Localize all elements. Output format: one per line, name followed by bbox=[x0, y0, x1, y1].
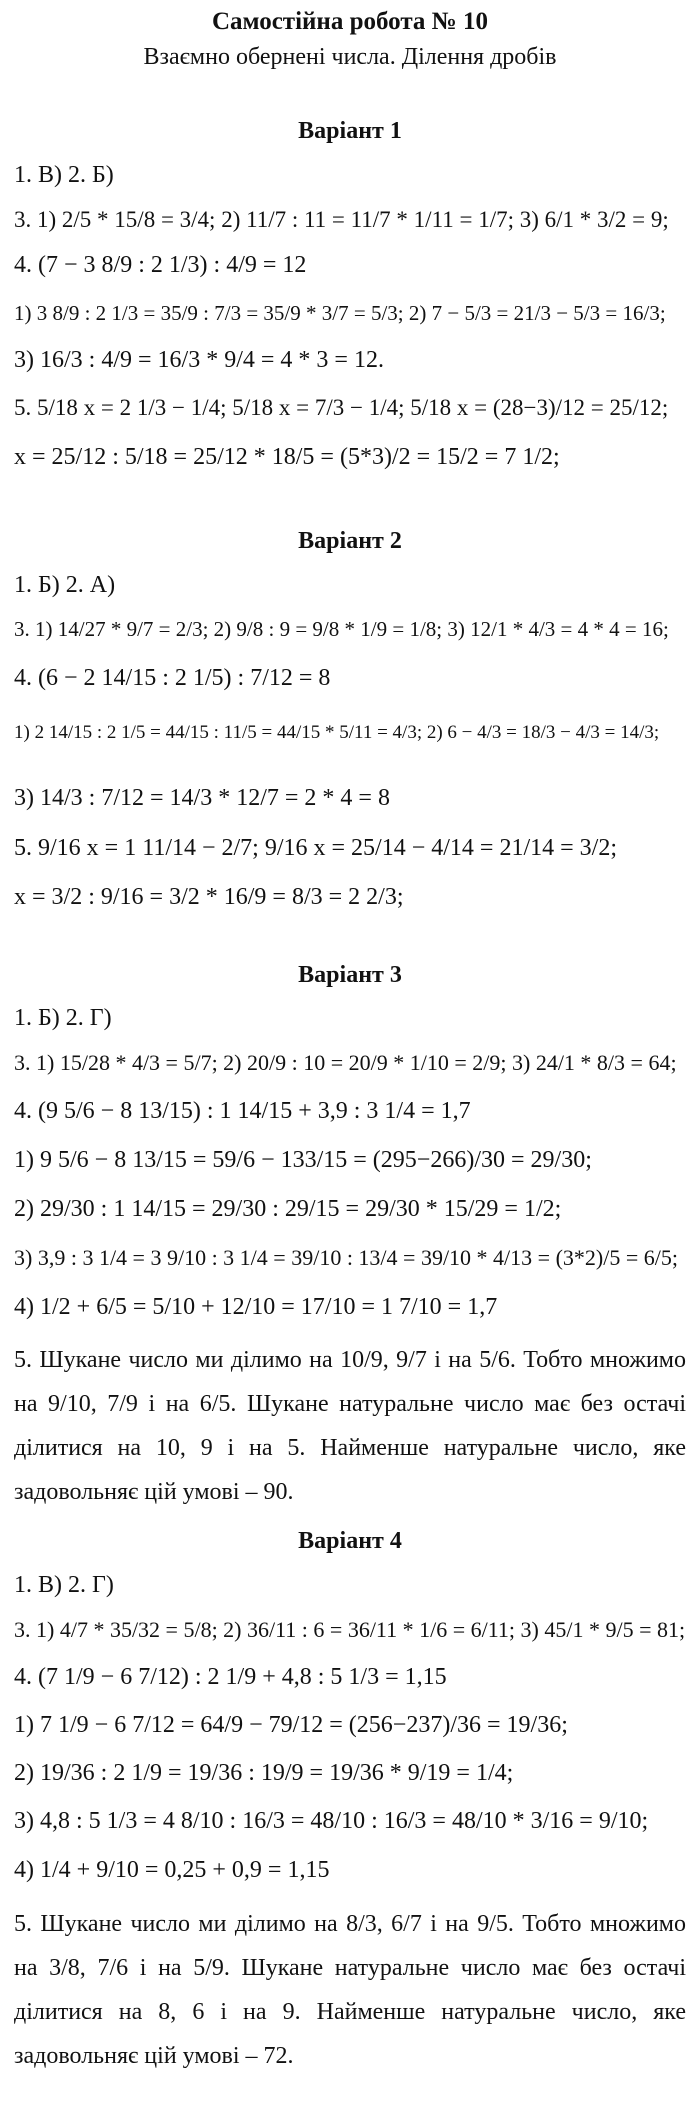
variant-1-title: Варіант 1 bbox=[298, 118, 402, 144]
variant-3-line: 1. Б) 2. Г) bbox=[14, 1005, 112, 1031]
variant-2-line: 3) 14/3 : 7/12 = 14/3 * 12/7 = 2 * 4 = 8 bbox=[14, 785, 390, 811]
variant-2-line: 4. (6 − 2 14/15 : 2 1/5) : 7/12 = 8 bbox=[14, 665, 331, 691]
variant-4-line: 1) 7 1/9 − 6 7/12 = 64/9 − 79/12 = (256−237)/36 = 19/36; bbox=[14, 1712, 568, 1738]
variant-2-line: 3. 1) 14/27 * 9/7 = 2/3; 2) 9/8 : 9 = 9/8 * 1/9 = 1/8; 3) 12/1 * 4/3 = 4 * 4 = 16; bbox=[14, 617, 669, 641]
variant-2-line: 1) 2 14/15 : 2 1/5 = 44/15 : 11/5 = 44/15 * 5/11 = 4/3; 2) 6 − 4/3 = 18/3 − 4/3 = 14/3; bbox=[14, 722, 660, 743]
variant-3-title: Варіант 3 bbox=[298, 962, 402, 988]
variant-4-task5: 5. Шукане число ми ділимо на 8/3, 6/7 і на 9/5. Тобто множимо на 3/8, 7/6 і на 5/9. Шукане натуральне число має без остачі ділитися на 8, 6 і на 9. Найменше натуральне число, яке задовольняє цій умові – 72. bbox=[14, 1911, 686, 2069]
variant-3-line: 2) 29/30 : 1 14/15 = 29/30 : 29/15 = 29/30 * 15/29 = 1/2; bbox=[14, 1196, 562, 1222]
variant-4-line: 4. (7 1/9 − 6 7/12) : 2 1/9 + 4,8 : 5 1/3 = 1,15 bbox=[14, 1664, 447, 1690]
variant-1-line: 3) 16/3 : 4/9 = 16/3 * 9/4 = 4 * 3 = 12. bbox=[14, 347, 384, 373]
variant-2-title: Варіант 2 bbox=[298, 528, 402, 554]
variant-3-line: 3) 3,9 : 3 1/4 = 3 9/10 : 3 1/4 = 39/10 : 13/4 = 39/10 * 4/13 = (3*2)/5 = 6/5; bbox=[14, 1245, 678, 1270]
page-title: Самостійна робота № 10 bbox=[211, 8, 489, 35]
page-subtitle: Взаємно обернені числа. Ділення дробів bbox=[143, 44, 557, 70]
variant-4-line: 2) 19/36 : 2 1/9 = 19/36 : 19/9 = 19/36 * 9/19 = 1/4; bbox=[14, 1760, 514, 1786]
variant-3-line: 1) 9 5/6 − 8 13/15 = 59/6 − 133/15 = (295−266)/30 = 29/30; bbox=[14, 1147, 592, 1173]
variant-3-line: 3. 1) 15/28 * 4/3 = 5/7; 2) 20/9 : 10 = 20/9 * 1/10 = 2/9; 3) 24/1 * 8/3 = 64; bbox=[14, 1050, 677, 1075]
variant-3-line: 4. (9 5/6 − 8 13/15) : 1 14/15 + 3,9 : 3 1/4 = 1,7 bbox=[14, 1098, 471, 1124]
variant-3-line: 4) 1/2 + 6/5 = 5/10 + 12/10 = 17/10 = 1 7/10 = 1,7 bbox=[14, 1294, 498, 1320]
variant-1-line: 1. В) 2. Б) bbox=[14, 162, 114, 188]
variant-4-line: 4) 1/4 + 9/10 = 0,25 + 0,9 = 1,15 bbox=[14, 1857, 330, 1883]
variant-1-line: 5. 5/18 x = 2 1/3 − 1/4; 5/18 x = 7/3 − 1/4; 5/18 x = (28−3)/12 = 25/12; bbox=[14, 395, 669, 420]
variant-4-title: Варіант 4 bbox=[298, 1528, 402, 1554]
variant-2-line: 1. Б) 2. А) bbox=[14, 572, 116, 598]
variant-1-line: x = 25/12 : 5/18 = 25/12 * 18/5 = (5*3)/2 = 15/2 = 7 1/2; bbox=[14, 444, 560, 470]
variant-1-line: 3. 1) 2/5 * 15/8 = 3/4; 2) 11/7 : 11 = 11/7 * 1/11 = 1/7; 3) 6/1 * 3/2 = 9; bbox=[14, 207, 669, 232]
variant-4-line: 1. В) 2. Г) bbox=[14, 1572, 114, 1598]
variant-1-line: 4. (7 − 3 8/9 : 2 1/3) : 4/9 = 12 bbox=[14, 252, 307, 278]
variant-1-line: 1) 3 8/9 : 2 1/3 = 35/9 : 7/3 = 35/9 * 3/7 = 5/3; 2) 7 − 5/3 = 21/3 − 5/3 = 16/3; bbox=[14, 301, 666, 325]
variant-4-line: 3) 4,8 : 5 1/3 = 4 8/10 : 16/3 = 48/10 : 16/3 = 48/10 * 3/16 = 9/10; bbox=[14, 1808, 649, 1834]
variant-4-line: 3. 1) 4/7 * 35/32 = 5/8; 2) 36/11 : 6 = 36/11 * 1/6 = 6/11; 3) 45/1 * 9/5 = 81; bbox=[14, 1617, 686, 1642]
variant-3-task5: 5. Шукане число ми ділимо на 10/9, 9/7 і на 5/6. Тобто множимо на 9/10, 7/9 і на 6/5. Шукане натуральне число має без остачі ділитися на 10, 9 і на 5. Найменше натуральне число, яке задовольняє цій умові – 90. bbox=[14, 1347, 686, 1505]
variant-2-line: 5. 9/16 x = 1 11/14 − 2/7; 9/16 x = 25/14 − 4/14 = 21/14 = 3/2; bbox=[14, 835, 617, 861]
variant-2-line: x = 3/2 : 9/16 = 3/2 * 16/9 = 8/3 = 2 2/3; bbox=[14, 884, 404, 910]
